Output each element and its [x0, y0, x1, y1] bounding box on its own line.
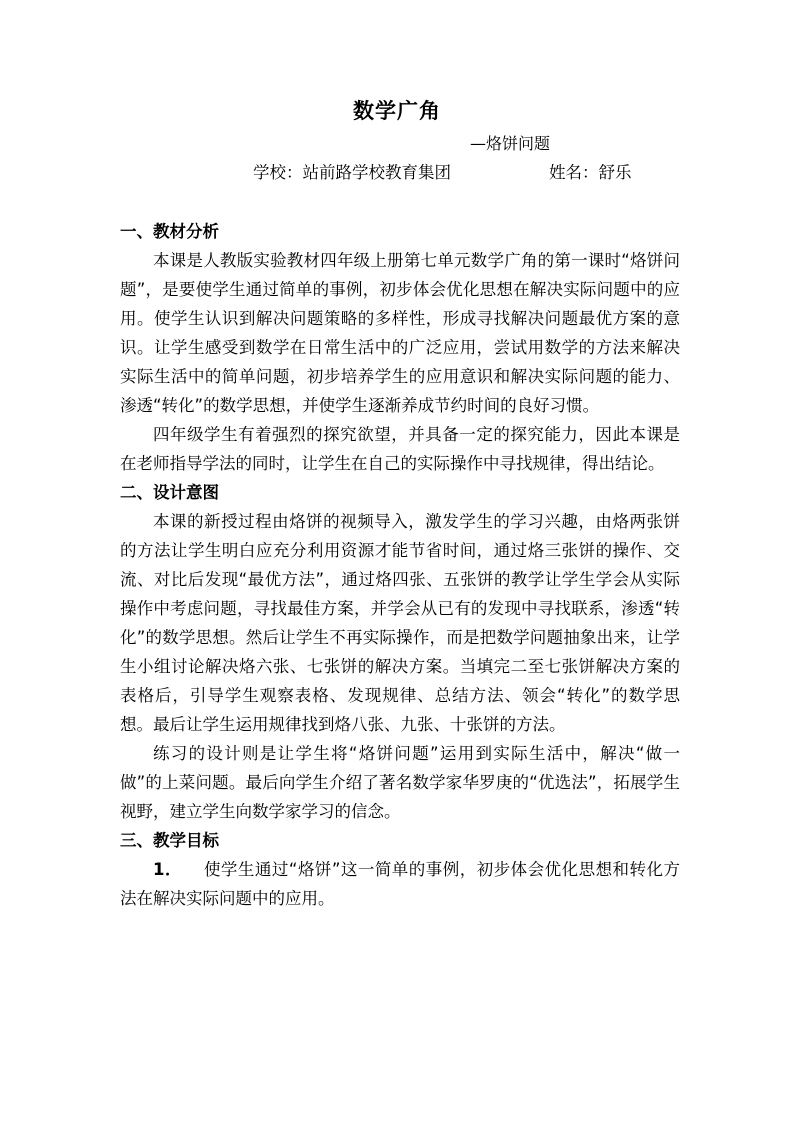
paragraph: 四年级学生有着强烈的探究欲望，并具备一定的探究能力，因此本课是在老师指导学法的同时，让学生在自己的实际操作中寻找规律，得出结论。: [120, 425, 680, 473]
goal-item-number: 1．: [153, 860, 182, 879]
goal-item: [120, 855, 680, 913]
section-textbook-analysis: [120, 217, 680, 478]
paragraph: 本课是人教版实验教材四年级上册第七单元数学广角的第一课时“烙饼问题”，是要使学生通过简单的事例，初步体会优化思想在解决实际问题中的应用。使学生认识到解决问题策略的多样性，形成寻找解决问题最优方案的意识。让学生感受到数学在日常生活中的广泛应用，尝试用数学的方法来解决实际生活中的简单问题，初步培养学生的应用意识和解决实际问题的能力、渗透“转化”的数学思想，并使学生逐渐养成节约时间的良好习惯。: [120, 251, 680, 415]
document-title: 数学广角: [353, 99, 441, 123]
paragraph: 练习的设计则是让学生将“烙饼问题”运用到实际生活中，解决“做一做”的上菜问题。最后向学生介绍了著名数学家华罗庚的“优选法”，拓展学生视野，建立学生向数学家学习的信念。: [120, 744, 680, 821]
section-heading: 三、教学目标: [120, 831, 219, 850]
paragraph: 本课的新授过程由烙饼的视频导入，激发学生的学习兴趣，由烙两张饼的方法让学生明白应充分利用资源才能节省时间，通过烙三张饼的操作、交流、对比后发现“最优方法”，通过烙四张、五张饼的教学让学生学会从实际操作中考虑问题，寻找最佳方案，并学会从已有的发现中寻找联系，渗透“转化”的数学思想。然后让学生不再实际操作，而是把数学问题抽象出来，让学生小组讨论解决烙六张、七张饼的解决方案。当填完二至七张饼解决方案的表格后，引导学生观察表格、发现规律、总结方法、领会“转化”的数学思想。最后让学生运用规律找到烙八张、九张、十张饼的方法。: [120, 512, 680, 734]
section-teaching-goals: [120, 826, 680, 913]
section-heading: 一、教材分析: [120, 222, 219, 241]
document-body: [120, 217, 680, 913]
school-line: 学校：站前路学校教育集团: [253, 163, 451, 182]
section-design-intent: [120, 478, 680, 826]
section-heading: 二、设计意图: [120, 483, 219, 502]
author-name-line: 姓名：舒乐: [549, 163, 632, 182]
goal-item-text: 使学生通过“烙饼”这一简单的事例，初步体会优化思想和转化方法在解决实际问题中的应用。: [120, 860, 680, 908]
document-subtitle: —烙饼问题: [470, 134, 551, 153]
